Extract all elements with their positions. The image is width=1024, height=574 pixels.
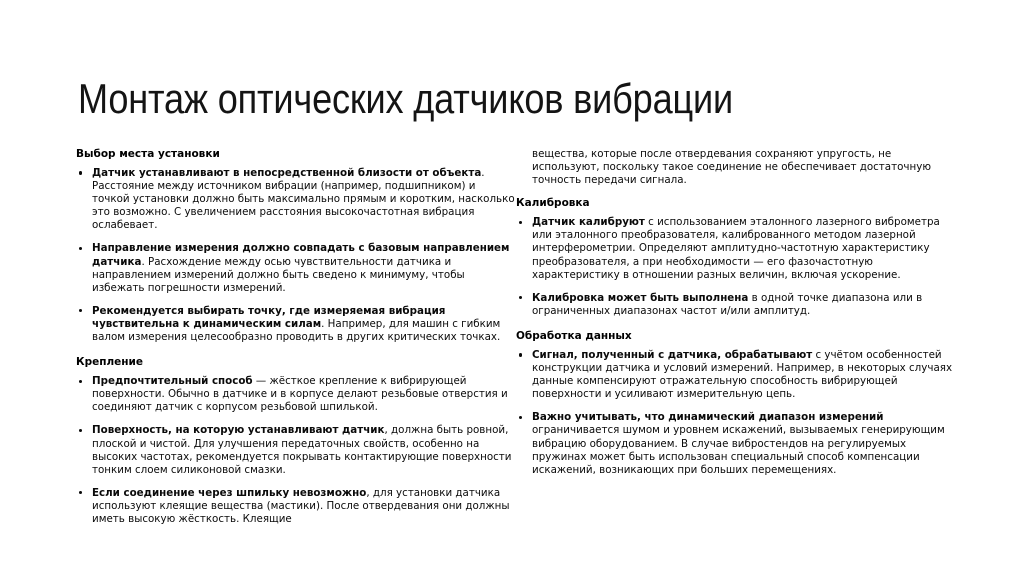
bullet-lead: Если соединение через шпильку невозможно — [92, 486, 367, 499]
bullet-list-data-processing — [516, 349, 956, 477]
bullet-rest: . Расстояние между источником вибрации (например, подшипником) и точкой установки должно быть максимально прямым и коротким, насколько это возможно. С увеличением расстояния высокочастотная вибрация ослабевает. — [92, 167, 515, 232]
list-item — [76, 424, 516, 476]
bullet-dot-icon — [79, 380, 82, 383]
bullet-list-fastening — [76, 375, 516, 526]
bullet-dot-icon — [519, 296, 522, 299]
bullet-dot-icon — [79, 171, 82, 174]
bullet-dot-icon — [519, 353, 522, 356]
bullet-lead: Калибровка может быть выполнена — [532, 291, 749, 304]
bullet-lead: Важно учитывать, что динамический диапазон измерений — [532, 411, 884, 424]
page-title: Монтаж оптических датчиков вибрации — [78, 75, 734, 123]
bullet-rest: с использованием эталонного лазерного виброметра или эталонного преобразователя, калиброванного методом лазерной интерферометрии. Определяют амплитудно-частотную характеристику преобразователя, а при необходимости — его фазочастотную характеристику в отношении разных величин, включая ускорение. — [532, 216, 940, 281]
bullet-dot-icon — [79, 491, 82, 494]
bullet-rest: с учётом особенностей конструкции датчика и условий измерений. Например, в некоторых случаях данные компенсируют отражательную способность вибрирующей поверхности и усиливают измерительную цепь. — [532, 348, 953, 401]
bullet-dot-icon — [519, 416, 522, 419]
bullet-dot-icon — [519, 221, 522, 224]
bullet-rest: . Например, для машин с гибким валом измерения целесообразно проводить в других критических точках. — [92, 317, 501, 344]
list-item — [76, 167, 516, 232]
bullet-rest: , должна быть ровной, плоской и чистой. Для улучшения передаточных свойств, особенно на высоких частотах, рекомендуется покрывать контактирующие поверхности тонким слоем силиконовой смазки. — [92, 424, 512, 476]
bullet-rest: в одной точке диапазона или в ограниченных диапазонах частот и/или амплитуд. — [532, 291, 923, 317]
section-heading-calibration: Калибровка — [516, 197, 590, 210]
bullet-rest: ограничивается шумом и уровнем искажений, вызываемых генерирующим вибрацию оборудованием. В случае вибростендов на регулируемых пружинах может быть использован специальный способ компенсации искажений, возникающих при больших перемещениях. — [532, 424, 945, 476]
list-item — [76, 375, 516, 414]
list-item — [516, 411, 956, 476]
bullet-lead: Рекомендуется выбирать точку, где измеряемая вибрация чувствительна к динамическим силам — [92, 304, 446, 330]
list-item — [76, 305, 516, 344]
section-heading-data-processing: Обработка данных — [516, 329, 632, 342]
right-column — [516, 148, 956, 477]
bullet-rest: , для установки датчика используют клеящие вещества (мастики). После отвердевания они должны иметь высокую жёсткость. Клеящие — [92, 486, 510, 525]
section-heading-fastening: Крепление — [76, 356, 144, 369]
list-item — [76, 242, 516, 294]
list-item — [516, 292, 956, 318]
bullet-lead: Поверхность, на которую устанавливают датчик — [92, 424, 385, 437]
list-item — [516, 216, 956, 281]
bullet-rest: — жёсткое крепление к вибрирующей поверхности. Обычно в датчике и в корпусе делают резьбовые отверстия и соединяют датчик с корпусом резьбовой шпилькой. — [92, 375, 508, 414]
bullet-rest: . Расхождение между осью чувствительности датчика и направлением измерений должно быть сведено к минимуму, чтобы избежать погрешности измерений. — [92, 255, 465, 294]
continuation-paragraph: вещества, которые после отвердевания сохраняют упругость, не используют, поскольку такое соединение не обеспечивает достаточную точность передачи сигнала. — [532, 148, 931, 187]
slide-body — [0, 148, 1024, 568]
bullet-lead: Датчик калибруют — [532, 216, 645, 229]
bullet-dot-icon — [79, 247, 82, 250]
bullet-lead: Датчик устанавливают в непосредственной близости от объекта — [92, 167, 482, 179]
bullet-lead: Предпочтительный способ — [92, 375, 253, 388]
section-heading-mounting-location: Выбор места установки — [76, 148, 220, 160]
bullet-dot-icon — [79, 309, 82, 312]
list-item — [76, 487, 516, 526]
bullet-list-mounting-location — [76, 167, 516, 344]
bullet-list-calibration — [516, 216, 956, 318]
bullet-lead: Направление измерения должно совпадать с базовым направлением датчика — [92, 242, 510, 268]
list-item — [516, 349, 956, 401]
left-column — [76, 148, 516, 526]
bullet-dot-icon — [79, 429, 82, 432]
bullet-lead: Сигнал, полученный с датчика, обрабатывают — [532, 348, 813, 361]
